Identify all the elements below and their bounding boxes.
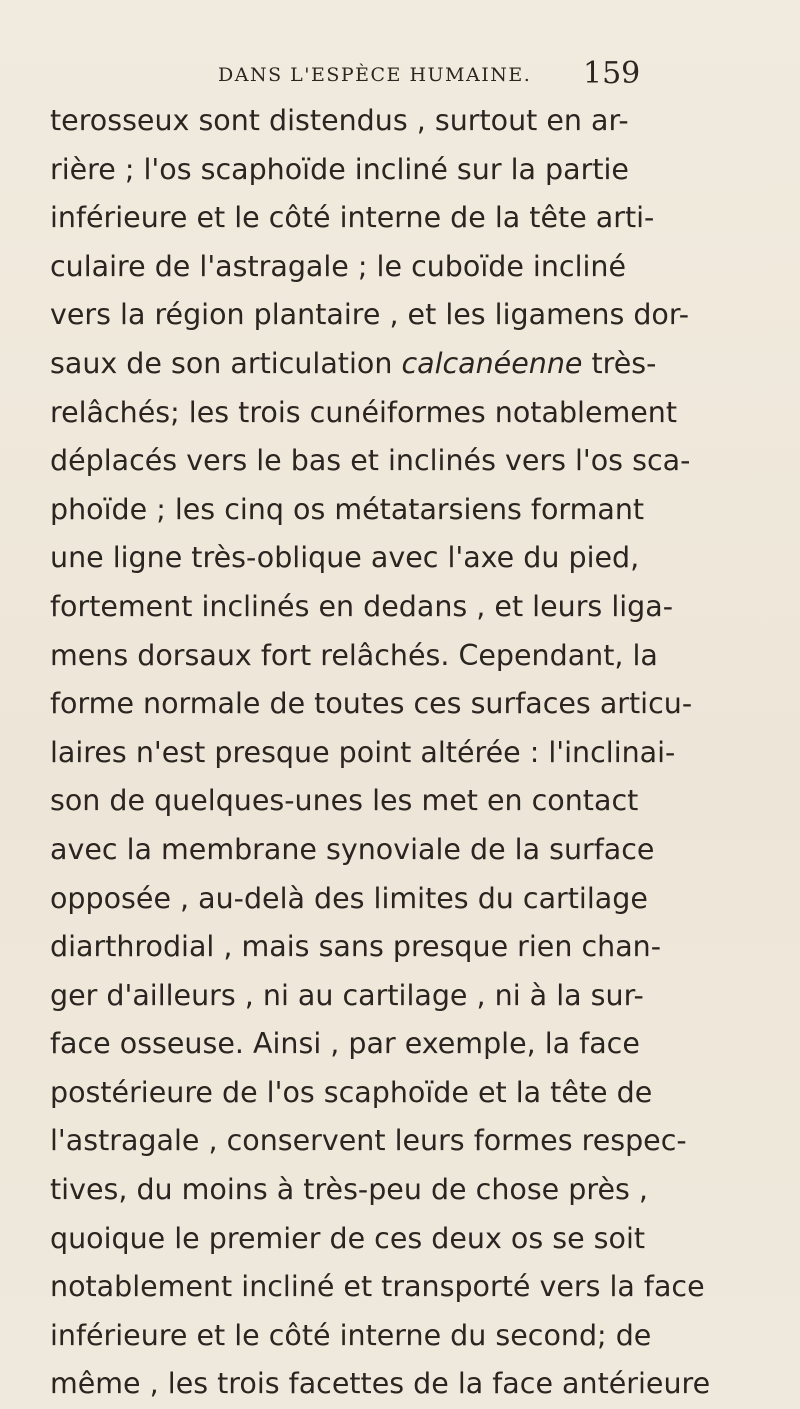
text-line: l'astragale , conservent leurs formes respec-	[50, 1124, 687, 1158]
text-line: laires n'est presque point altérée : l'inclinai-	[50, 735, 676, 769]
text-line: avec la membrane synoviale de la surface	[50, 832, 655, 866]
text-line: inférieure et le côté interne du second; de	[50, 1318, 652, 1352]
text-line	[50, 340, 800, 389]
text-line: diarthrodial , mais sans presque rien chan-	[50, 930, 662, 964]
text-line: opposée , au-delà des limites du cartilage	[50, 881, 648, 915]
page-header	[0, 56, 800, 96]
page-number: 159	[583, 56, 641, 91]
text-line: notablement incliné et transporté vers la face	[50, 1270, 705, 1304]
text-line: terosseux sont distendus , surtout en ar-	[50, 104, 629, 137]
text-line: postérieure de l'os scaphoïde et la tête de	[50, 1075, 653, 1109]
text-segment: saux de son articulation	[50, 346, 402, 380]
text-line: phoïde ; les cinq os métatarsiens formant	[50, 492, 645, 526]
text-line: fortement inclinés en dedans , et leurs liga-	[50, 589, 673, 623]
text-line: rière ; l'os scaphoïde incliné sur la partie	[50, 152, 629, 186]
running-head: DANS L'ESPÈCE HUMAINE.	[218, 64, 532, 86]
text-line: mens dorsaux fort relâchés. Cependant, la	[50, 638, 658, 672]
text-line: son de quelques-unes les met en contact	[50, 784, 639, 818]
body-text	[50, 97, 800, 1409]
text-line: vers la région plantaire , et les ligamens dor-	[50, 298, 690, 332]
text-line: culaire de l'astragale ; le cuboïde incliné	[50, 249, 627, 283]
text-line: même , les trois facettes de la face antérieure	[50, 1367, 711, 1401]
text-line: tives, du moins à très-peu de chose près ,	[50, 1173, 648, 1207]
text-segment: très-	[582, 346, 657, 380]
text-line: déplacés vers le bas et inclinés vers l'os sca-	[50, 444, 691, 478]
text-line: une ligne très-oblique avec l'axe du pied,	[50, 541, 640, 575]
text-line: inférieure et le côté interne de la tête arti-	[50, 201, 655, 235]
text-line: relâchés; les trois cunéiformes notablement	[50, 395, 678, 429]
text-line: quoique le premier de ces deux os se soit	[50, 1221, 646, 1255]
text-line: forme normale de toutes ces surfaces articu-	[50, 687, 693, 721]
italic-term: calcanéenne	[401, 346, 583, 380]
text-line: face osseuse. Ainsi , par exemple, la face	[50, 1027, 640, 1061]
text-line: ger d'ailleurs , ni au cartilage , ni à la sur-	[50, 978, 644, 1012]
